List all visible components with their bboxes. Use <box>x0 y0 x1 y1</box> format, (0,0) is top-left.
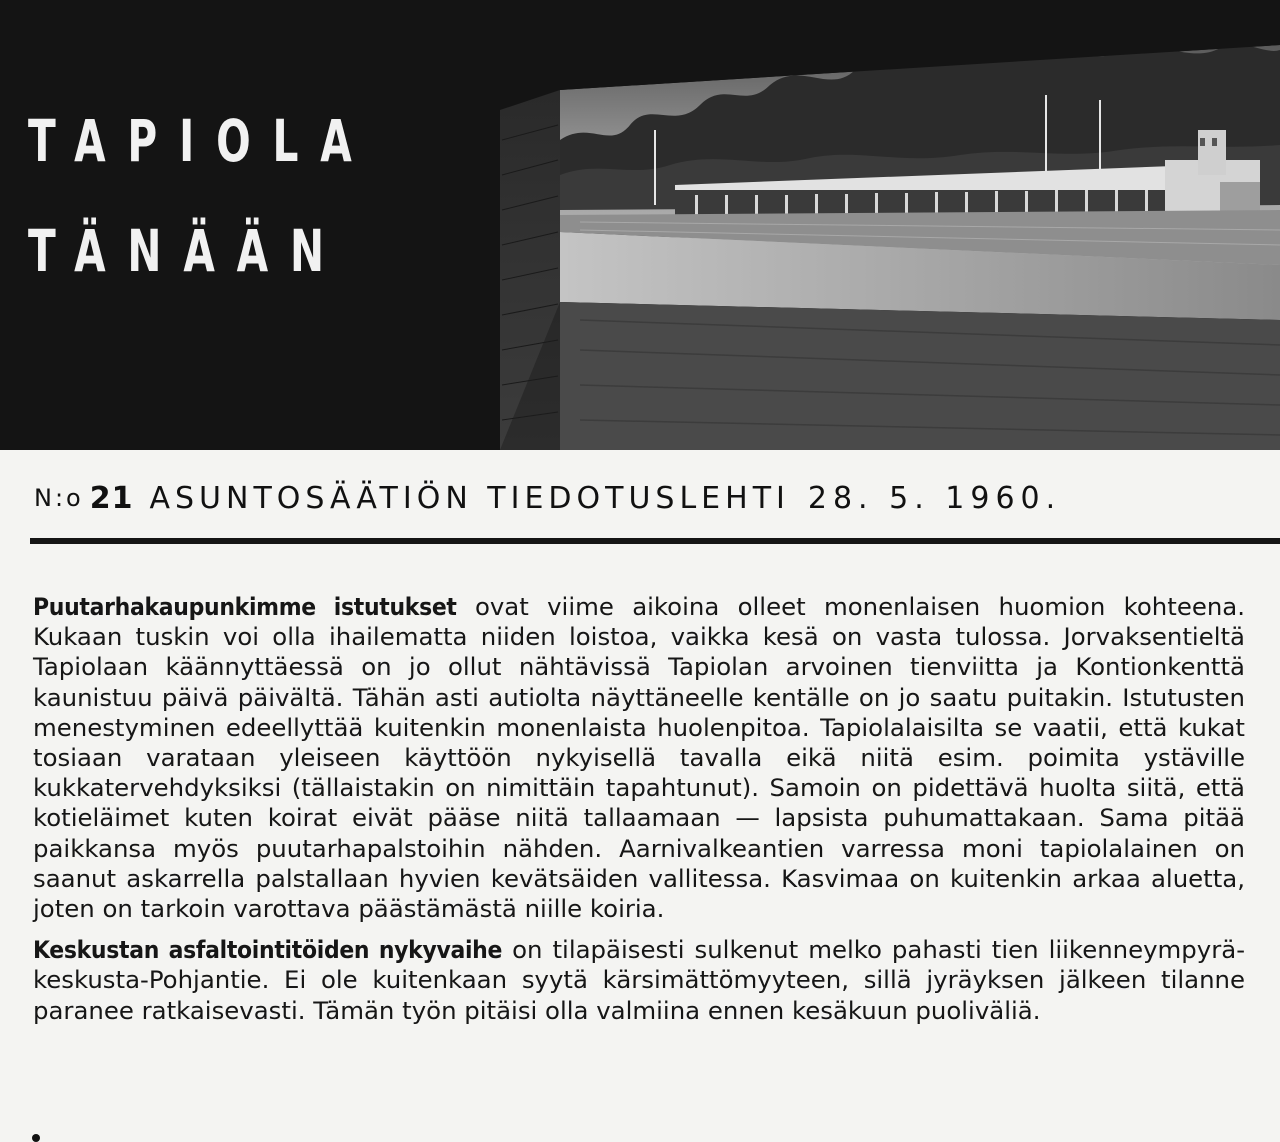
title-line-tapiola: TAPIOLA <box>28 107 374 175</box>
paragraph-text: on tilapäisesti sulkenut melko pahasti tien liikenneympyrä-keskusta-Pohjantie. Ei ole kuitenkaan syytä kärsimättömyyteen, sillä jyräyksen jälkeen tilanne paranee ratkaisevasti. Tämän työn pitäisi olla valmiina ennen kesäkuun puoliväliä. <box>33 935 1246 1025</box>
issue-line <box>34 470 1254 526</box>
header-rule <box>30 538 1280 544</box>
issue-number: 21 <box>89 480 134 516</box>
issue-number-prefix: N:o <box>34 484 84 512</box>
issue-date: 28. 5. 1960. <box>807 480 1062 516</box>
next-paragraph-marker <box>32 1134 40 1142</box>
newspaper-title <box>28 107 471 285</box>
paragraph-lead: Puutarhakaupunkimme istutukset <box>33 592 457 621</box>
title-line-tanaan: TÄNÄÄN <box>28 217 346 285</box>
paragraph-asphalt-works <box>33 935 1245 1026</box>
paragraph-garden-plantings <box>33 592 1245 924</box>
paragraph-text: ovat viime aikoina olleet monenlaisen huomion kohteena. Kukaan tuskin voi olla ihailematta niiden loistoa, vaikka kesä on vasta tulossa. Jorvaksentieltä Tapiolaan käännyttäessä on jo ollut nähtävissä Tapiolan arvoinen tienviitta ja Kontionkenttä kaunistuu päivä päivältä. Tähän asti autiolta näyttäneelle kentälle on jo saatu puitakin. Istutusten menestyminen edeellyttää kuitenkin monenlaista huolenpitoa. Tapiolalaisilta se vaatii, että kukat tosiaan varataan yleiseen käyttöön nykyisellä tavalla eikä niitä esim. poimita ystäville kukkatervehdyksiksi (tällaistakin on nimittäin tapahtunut). Samoin on pidettävä huolta siitä, että kotieläimet kuten koirat eivät pääse niitä tallaamaan — lapsista puhumattakaan. Sama pitää paikkansa myös puutarhapalstoihin nähden. Aarnivalkeantien varressa moni tapiolalainen on saanut askarrella palstallaan hyvien kevätsäiden vallitessa. Kasvimaa on kuitenkin arkaa aluetta, joten on tarkoin varottava päästämästä niille koiria. <box>33 592 1245 924</box>
building-photo-icon <box>500 0 1280 450</box>
masthead <box>0 0 1280 450</box>
publication-name: ASUNTOSÄÄTIÖN TIEDOTUSLEHTI <box>149 480 790 516</box>
article-body <box>33 592 1245 1026</box>
paragraph-lead: Keskustan asfaltointitöiden nykyvaihe <box>33 935 503 965</box>
